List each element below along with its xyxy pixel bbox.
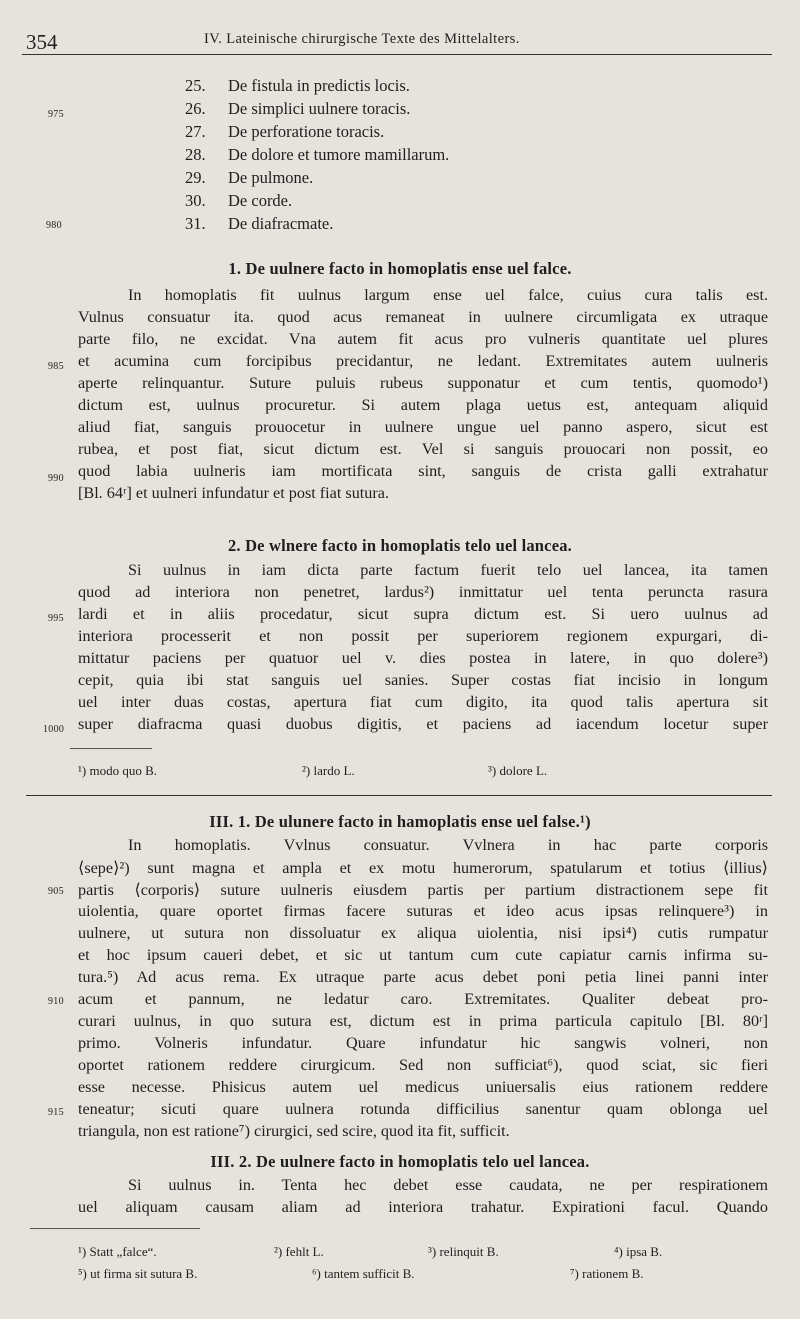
chapter-number: 25. bbox=[185, 76, 206, 95]
text-line: et hoc ipsum caueri debet, et sic ut tantum cum cute capiatur carnis infirma su- bbox=[78, 946, 768, 964]
chapter-number: 29. bbox=[185, 168, 206, 187]
footnote: ³) dolore L. bbox=[488, 763, 548, 778]
footnote-rule bbox=[70, 748, 152, 749]
text-line: In homoplatis. Vvlnus consuatur. Vvlnera in hac parte corporis bbox=[128, 836, 768, 854]
footnote: ⁶) tantem sufficit B. bbox=[312, 1266, 415, 1281]
footnote: ⁵) ut firma sit sutura B. bbox=[78, 1266, 198, 1281]
text-line: super diafracma quasi duobus digitis, et paciens ad iacendum locetur super bbox=[78, 715, 768, 733]
text-line: acum et pannum, ne ledatur caro. Extremitates. Qualiter debeat pro- bbox=[78, 990, 768, 1008]
section-heading: 2. De wlnere facto in homoplatis telo uel lancea. bbox=[227, 536, 573, 555]
running-title: IV. Lateinische chirurgische Texte des Mittelalters. bbox=[204, 31, 520, 47]
margin-line-number: 975 bbox=[48, 109, 64, 120]
text-line: uiolentia, quare oportet firmas facere suturas et ideo acus ipsas relinquere³) in bbox=[78, 902, 768, 920]
section-divider bbox=[26, 795, 772, 796]
text-line: partis ⟨corporis⟩ suture uulneris eiusdem partis per partium distractionem sepe fit bbox=[78, 881, 768, 899]
text-line: oportet rationem reddere cirurgicum. Sed non sufficiat⁶), quod sciat, sic fieri bbox=[78, 1056, 768, 1074]
footnote: ³) relinquit B. bbox=[428, 1244, 499, 1259]
margin-line-number: 990 bbox=[48, 473, 64, 484]
text-line: quod ad interiora non penetret, lardus²) inmittatur uel tenta peruncta rasura bbox=[78, 583, 768, 601]
text-line: ⟨sepe⟩²) sunt magna et ampla et ex motu humerorum, spatularum et totius ⟨illius⟩ bbox=[78, 859, 768, 877]
text-line: parte filo, ne excidat. Vna autem fit acus pro vulneris quantitate uel plures bbox=[78, 330, 768, 348]
footnote: ¹) modo quo B. bbox=[78, 763, 158, 778]
text-line: triangula, non est ratione⁷) cirurgici, sed scire, quod ita fit, sufficit. bbox=[78, 1122, 510, 1140]
text-line: et acumina cum forcipibus precidantur, ne ledant. Extremitates autem uulneris bbox=[78, 352, 768, 370]
chapter-title: De diafracmate. bbox=[228, 214, 334, 233]
text-line: lardi et in aliis procedatur, sicut supra dictum est. Si uero uulnus ad bbox=[78, 605, 768, 623]
chapter-list-item bbox=[0, 122, 800, 145]
text-line: tura.⁵) Ad acus rema. Ex utraque parte acus debet poni petia linei panni inter bbox=[78, 968, 768, 986]
footnote: ⁷) rationem B. bbox=[570, 1266, 644, 1281]
footnote: ²) fehlt L. bbox=[274, 1244, 324, 1259]
margin-line-number: 915 bbox=[48, 1107, 64, 1118]
chapter-title: De simplici uulnere toracis. bbox=[228, 99, 411, 118]
text-line: Si uulnus in iam dicta parte factum fuerit telo uel lancea, ita tamen bbox=[128, 561, 768, 579]
chapter-list-item bbox=[0, 191, 800, 214]
margin-line-number: 910 bbox=[48, 996, 64, 1007]
page-header bbox=[18, 28, 770, 54]
text-line: esse necesse. Phisicus autem uel medicus uniuersalis eius rationem reddere bbox=[78, 1078, 768, 1096]
text-line: In homoplatis fit uulnus largum ense uel falce, cuius cura talis est. bbox=[128, 286, 768, 304]
text-line: uel aliquam causam aliam ad interiora trahatur. Expirationi facul. Quando bbox=[78, 1198, 768, 1216]
chapter-list-item bbox=[0, 145, 800, 168]
section-heading: 1. De uulnere facto in homoplatis ense uel falce. bbox=[228, 259, 572, 278]
text-line: [Bl. 64ʳ] et uulneri infundatur et post fiat sutura. bbox=[78, 484, 390, 502]
text-line: curari uulnus, in quo sutura est, dictum est in prima particula capitulo [Bl. 80ʳ] bbox=[78, 1012, 768, 1030]
text-line: uel inter duas costas, apertura fiat cum digito, ita quod talis apertura sit bbox=[78, 693, 768, 711]
page-number: 354 bbox=[26, 30, 58, 54]
text-line: quod labia uulneris iam mortificata sint, sanguis de crista galli extrahatur bbox=[78, 462, 768, 480]
chapter-title: De corde. bbox=[228, 191, 293, 210]
chapter-list-item bbox=[0, 168, 800, 191]
section-heading: III. 1. De ulunere facto in hamoplatis ense uel false.¹) bbox=[209, 812, 591, 831]
chapter-title: De dolore et tumore mamillarum. bbox=[228, 145, 450, 164]
text-line: aliud fiat, sanguis prouocetur in uulnere ungue uel panno aspero, sicut est bbox=[78, 418, 768, 436]
text-line: cepit, quia ibi stat sanguis uel sanies. Super costas fiat incisio in longum bbox=[78, 671, 768, 689]
footnote: ¹) Statt „falce“. bbox=[78, 1244, 157, 1259]
text-line: rubea, et post fiat, sicut dictum est. Vel si sanguis prouocari non possit, eo bbox=[78, 440, 768, 458]
header-rule bbox=[22, 54, 772, 55]
chapter-title: De fistula in predictis locis. bbox=[228, 76, 410, 95]
footnote-rule bbox=[30, 1228, 200, 1229]
chapter-number: 28. bbox=[185, 145, 206, 164]
text-line: teneatur; sicuti quare uulnera rotunda difficilius sanentur quam oblonga uel bbox=[78, 1100, 768, 1118]
footnote: ⁴) ipsa B. bbox=[614, 1244, 663, 1259]
text-line: mittatur paciens per quatuor uel v. dies postea in latere, in quo dolere³) bbox=[78, 649, 768, 667]
margin-line-number: 905 bbox=[48, 886, 64, 897]
margin-line-number: 1000 bbox=[43, 724, 65, 735]
chapter-title: De perforatione toracis. bbox=[228, 122, 385, 141]
chapter-number: 27. bbox=[185, 122, 206, 141]
text-line: interiora processerit et non possit per superiorem regionem expurgari, di- bbox=[78, 627, 768, 645]
chapter-title: De pulmone. bbox=[228, 168, 314, 187]
text-line: Si uulnus in. Tenta hec debet esse caudata, ne per respirationem bbox=[128, 1176, 768, 1194]
text-line: Vulnus consuatur ita. quod acus remaneat in uulnere circumligata ex utraque bbox=[78, 308, 768, 326]
footnote: ²) lardo L. bbox=[302, 763, 355, 778]
chapter-list-item bbox=[0, 99, 800, 122]
margin-line-number: 995 bbox=[48, 613, 64, 624]
chapter-number: 30. bbox=[185, 191, 206, 210]
text-line: primo. Volneris infundatur. Quare infundatur hic sangwis volneri, non bbox=[78, 1034, 768, 1052]
chapter-number: 26. bbox=[185, 99, 206, 118]
text-line: uulnere, ut sutura non dissoluatur ex aliqua uiolentia, nisi ipsi⁴) cutis rumpatur bbox=[78, 924, 768, 942]
text-line: dictum est, uulnus procuretur. Si autem plaga uetus est, antequam aliquid bbox=[78, 396, 768, 414]
chapter-list-item bbox=[0, 214, 800, 237]
margin-line-number: 985 bbox=[48, 361, 64, 372]
chapter-number: 31. bbox=[185, 214, 206, 233]
margin-line-number: 980 bbox=[46, 220, 62, 231]
section-heading: III. 2. De uulnere facto in homoplatis telo uel lancea. bbox=[210, 1152, 590, 1171]
text-line: aperte relinquantur. Suture puluis rubeus supponatur et cum tentis, quomodo¹) bbox=[78, 374, 768, 392]
chapter-list-item bbox=[0, 76, 800, 99]
